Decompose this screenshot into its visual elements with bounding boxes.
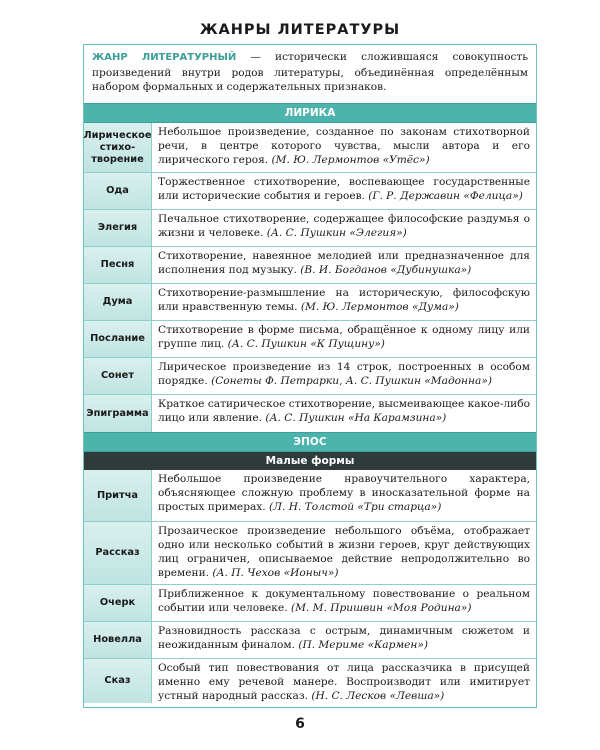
table-row [84, 358, 536, 395]
table-row [84, 622, 536, 659]
genre-description-text: Разновидность рассказа с острым, динамичным сюжетом и неожиданным финалом. [158, 625, 530, 651]
genre-description [152, 173, 536, 209]
genre-description [152, 284, 536, 320]
genre-description-text: Лирическое произведение из 14 строк, построенных в особом порядке. [158, 361, 530, 387]
section-heading-epic: ЭПОС [84, 432, 536, 452]
table-row [84, 321, 536, 358]
genre-name: Лирическое стихо-творение [84, 123, 152, 172]
genre-description-text: Стихотворение-размышление на историческую, философскую или нравственную темы. [158, 287, 530, 313]
genre-description [152, 210, 536, 246]
genre-description-text: Приближенное к документальному повествование о реальном событии или человеке. [158, 588, 530, 614]
genre-description [152, 321, 536, 357]
genre-description-text: Особый тип повествования от лица рассказчика в присущей именно ему речевой манере. Воспроизводит или имитирует устный народный рассказ. [158, 662, 530, 702]
page-title: ЖАНРЫ ЛИТЕРАТУРЫ [199, 22, 401, 38]
genre-description [152, 123, 536, 172]
genre-name: Новелла [84, 622, 152, 658]
genre-name: Сказ [84, 659, 152, 703]
genre-table [83, 44, 537, 708]
genre-description-text: Прозаическое произведение небольшого объёма, отображает одно или несколько событий в жизни героев, круг действующих лиц ограничен, описываемое действие непродолжительно во времени. [158, 525, 530, 579]
genre-description-text: Небольшое произведение нравоучительного характера, объясняющее сложную проблему в иносказательной форме на простых примерах. [158, 473, 530, 513]
genre-example: (А. С. Пушкин «Элегия») [266, 227, 407, 239]
table-row [84, 173, 536, 210]
table-row [84, 522, 536, 585]
genre-example: (А. С. Пушкин «На Карамзина») [265, 412, 447, 424]
genre-example: (Л. Н. Толстой «Три старца») [269, 501, 442, 513]
genre-name: Сонет [84, 358, 152, 394]
genre-example: (А. П. Чехов «Ионыч») [212, 567, 339, 579]
genre-name: Ода [84, 173, 152, 209]
genre-example: (П. Мериме «Кармен») [298, 639, 428, 651]
genre-name: Притча [84, 470, 152, 521]
genre-description [152, 470, 536, 521]
genre-description [152, 395, 536, 432]
genre-example: (Сонеты Ф. Петрарки, А. С. Пушкин «Мадонна») [211, 375, 492, 387]
definition-block [84, 45, 536, 103]
section-heading-lyric: ЛИРИКА [84, 103, 536, 123]
genre-name: Песня [84, 247, 152, 283]
genre-description [152, 522, 536, 584]
genre-description-text: Стихотворение, навеянное мелодией или предназначенное для исполнения под музыку. [158, 250, 530, 276]
genre-example: (М. Ю. Лермонтов «Дума») [300, 301, 459, 313]
genre-description-text: Торжественное стихотворение, воспевающее государственные или исторические события и героев. [158, 176, 530, 202]
definition-text: — исторически сложившаяся совокупность произведений внутри родов литературы, объединённая определённым набором формальных и содержательных признаков. [92, 51, 529, 93]
table-row [84, 659, 536, 703]
genre-description-text: Стихотворение в форме письма, обращённое к одному лицу или группе лиц. [158, 324, 530, 350]
lyric-rows [84, 123, 536, 432]
genre-name: Дума [84, 284, 152, 320]
genre-example: (А. С. Пушкин «К Пущину») [227, 338, 385, 350]
genre-description [152, 659, 536, 703]
epic-rows [84, 470, 536, 703]
genre-example: (М. Ю. Лермонтов «Утёс») [271, 154, 430, 166]
genre-name: Рассказ [84, 522, 152, 584]
genre-description [152, 585, 536, 621]
genre-name: Послание [84, 321, 152, 357]
genre-description-text: Печальное стихотворение, содержащее философские раздумья о жизни и человеке. [158, 213, 530, 239]
genre-example: (В. И. Богданов «Дубинушка») [300, 264, 472, 276]
table-row [84, 470, 536, 522]
genre-name: Эпиграмма [84, 395, 152, 432]
genre-example: (М. М. Пришвин «Моя Родина») [290, 602, 472, 614]
genre-description [152, 247, 536, 283]
genre-name: Очерк [84, 585, 152, 621]
table-row [84, 123, 536, 173]
table-row [84, 284, 536, 321]
table-row [84, 210, 536, 247]
subsection-heading-small-forms: Малые формы [84, 452, 536, 470]
genre-example: (Н. С. Лесков «Левша») [311, 690, 445, 702]
definition-term: ЖАНР ЛИТЕРАТУРНЫЙ [92, 52, 237, 63]
genre-name: Элегия [84, 210, 152, 246]
genre-description-text: Краткое сатирическое стихотворение, высмеивающее какое-либо лицо или явление. [158, 398, 530, 424]
page-number: 6 [295, 716, 305, 732]
table-row [84, 247, 536, 284]
genre-example: (Г. Р. Державин «Фелица») [368, 190, 523, 202]
table-row [84, 585, 536, 622]
genre-description [152, 358, 536, 394]
table-row [84, 395, 536, 432]
genre-description [152, 622, 536, 658]
genre-description-text: Небольшое произведение, созданное по законам стихотворной речи, в центре которого чувства, мысли автора и его лирического героя. [158, 126, 530, 166]
